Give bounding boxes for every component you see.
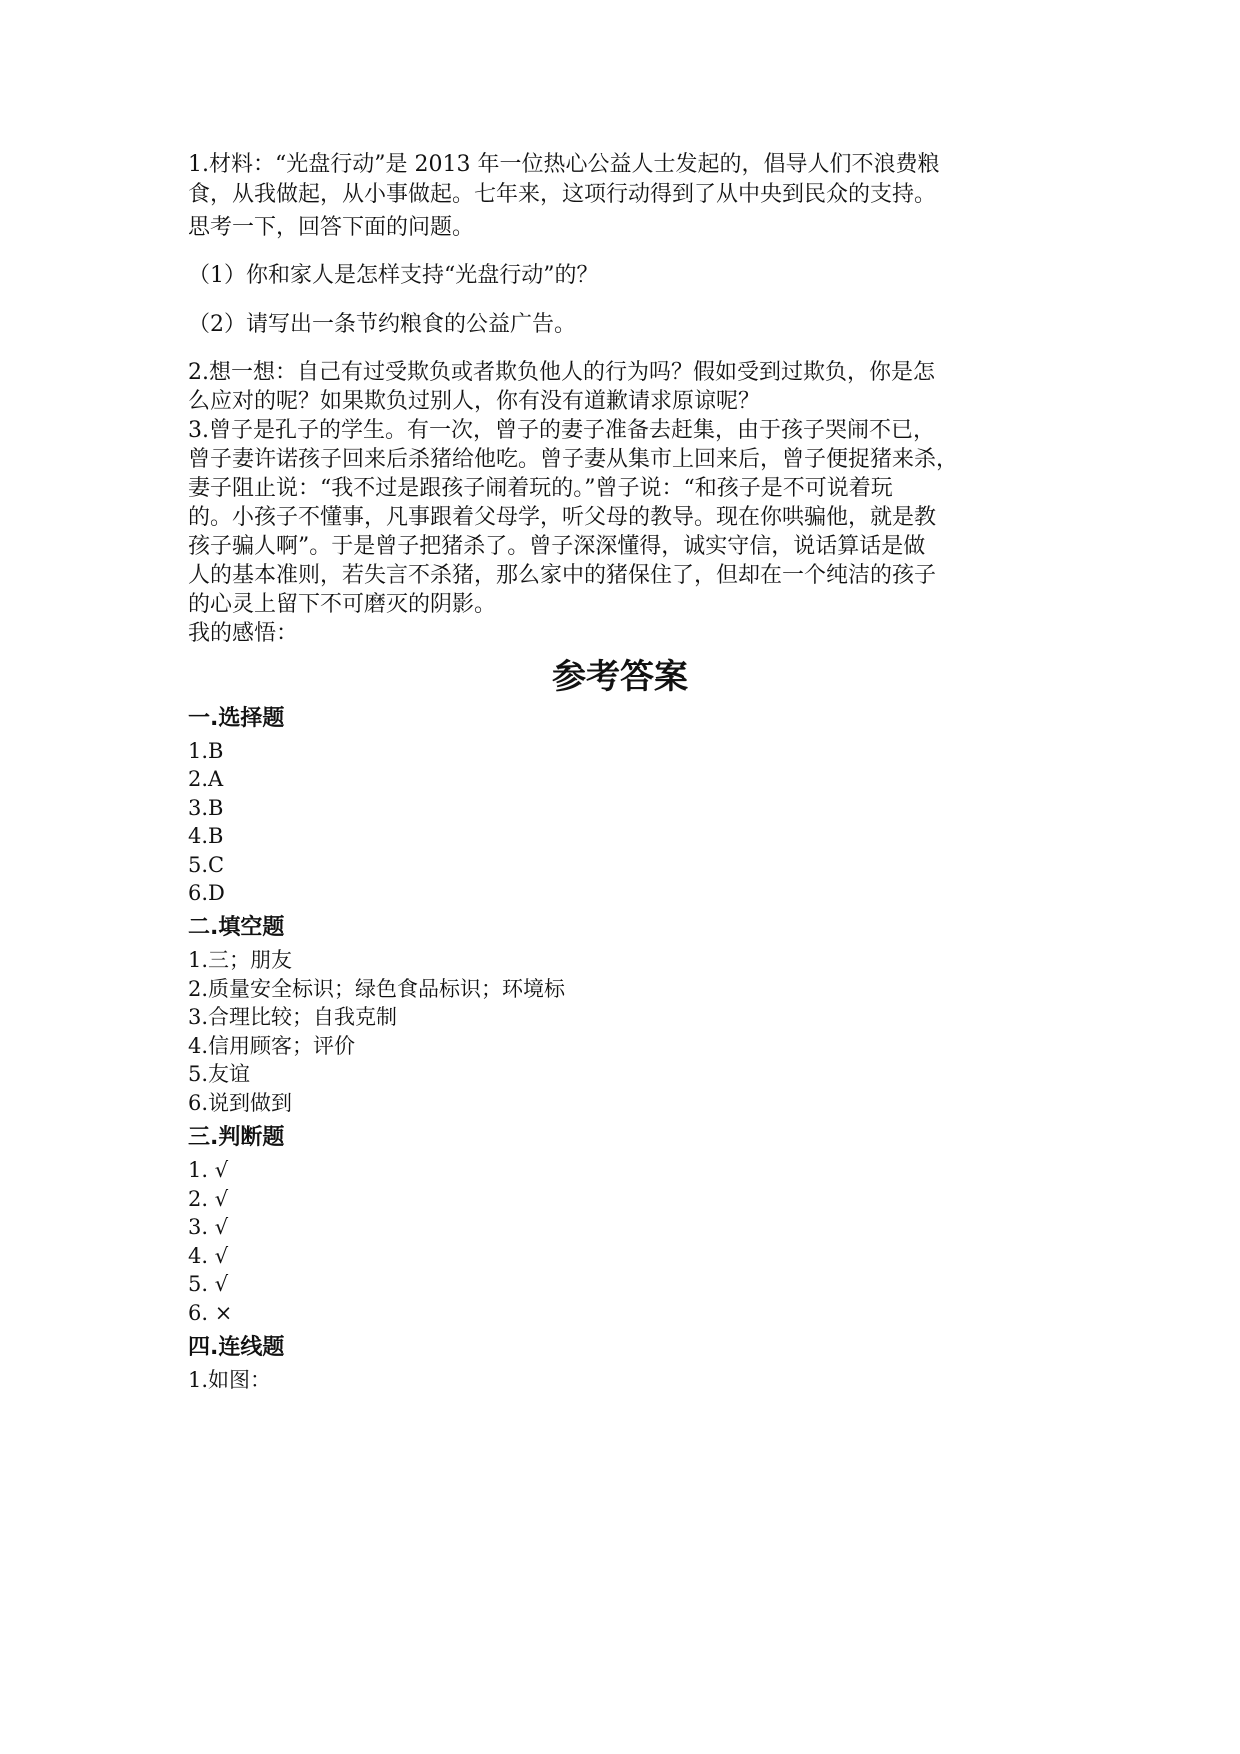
section-heading-matching: 四.连线题 xyxy=(188,1335,285,1360)
answer-item: 5.C xyxy=(188,853,225,877)
question-3-line-2: 曾子妻许诺孩子回来后杀猪给他吃。曾子妻从集市上回来后，曾子便捉猪来杀， xyxy=(188,447,959,472)
answer-key-title: 参考答案 xyxy=(552,657,688,697)
question-2-line-2: 么应对的呢？如果欺负过别人，你有没有道歉请求原谅呢？ xyxy=(188,389,761,414)
answer-item: 5.友谊 xyxy=(188,1062,251,1086)
question-1-line-3: 思考一下，回答下面的问题。 xyxy=(188,215,475,240)
answer-item: 4. √ xyxy=(188,1244,229,1268)
reflection-label: 我的感悟： xyxy=(188,621,299,646)
answer-item: 6. × xyxy=(188,1301,233,1325)
answer-item: 1.三；朋友 xyxy=(188,948,293,972)
question-3-line-3: 妻子阻止说：“我不过是跟孩子闹着玩的。”曾子说：“和孩子是不可说着玩 xyxy=(188,476,893,501)
question-3-line-5: 孩子骗人啊”。于是曾子把猪杀了。曾子深深懂得，诚实守信，说话算话是做 xyxy=(188,534,926,559)
answer-item: 6.说到做到 xyxy=(188,1091,293,1115)
answer-item: 1.B xyxy=(188,739,224,763)
answer-item: 6.D xyxy=(188,881,225,905)
question-3-line-4: 的。小孩子不懂事，凡事跟着父母学，听父母的教导。现在你哄骗他，就是教 xyxy=(188,505,937,530)
section-heading-multiple-choice: 一.选择题 xyxy=(188,706,285,731)
answer-item: 3.合理比较；自我克制 xyxy=(188,1005,398,1029)
answer-item: 3.B xyxy=(188,796,224,820)
question-3-line-6: 人的基本准则，若失言不杀猪，那么家中的猪保住了，但却在一个纯洁的孩子 xyxy=(188,563,937,588)
answer-item: 4.信用顾客；评价 xyxy=(188,1034,356,1058)
section-heading-fill-in-blank: 二.填空题 xyxy=(188,915,285,940)
question-1-subquestion-1: （1）你和家人是怎样支持“光盘行动”的？ xyxy=(188,263,599,288)
answer-item: 2.质量安全标识；绿色食品标识；环境标 xyxy=(188,977,566,1001)
answer-item: 2. √ xyxy=(188,1187,229,1211)
question-2-line-1: 2.想一想：自己有过受欺负或者欺负他人的行为吗？假如受到过欺负，你是怎 xyxy=(188,360,935,385)
question-1-subquestion-2: （2）请写出一条节约粮食的公益广告。 xyxy=(188,312,576,337)
answer-item: 2.A xyxy=(188,767,224,791)
question-1-line-1: 1.材料：“光盘行动”是 2013 年一位热心公益人士发起的，倡导人们不浪费粮 xyxy=(188,152,940,177)
answer-item: 3. √ xyxy=(188,1215,229,1239)
section-heading-true-false: 三.判断题 xyxy=(188,1125,285,1150)
question-3-line-7: 的心灵上留下不可磨灭的阴影。 xyxy=(188,592,497,617)
answer-item: 5. √ xyxy=(188,1272,229,1296)
question-1-line-2: 食，从我做起，从小事做起。七年来，这项行动得到了从中央到民众的支持。 xyxy=(188,182,937,207)
answer-item: 4.B xyxy=(188,824,224,848)
answer-item: 1. √ xyxy=(188,1158,229,1182)
answer-item: 1.如图： xyxy=(188,1368,272,1392)
question-3-line-1: 3.曾子是孔子的学生。有一次，曾子的妻子准备去赶集，由于孩子哭闹不已， xyxy=(188,418,935,443)
